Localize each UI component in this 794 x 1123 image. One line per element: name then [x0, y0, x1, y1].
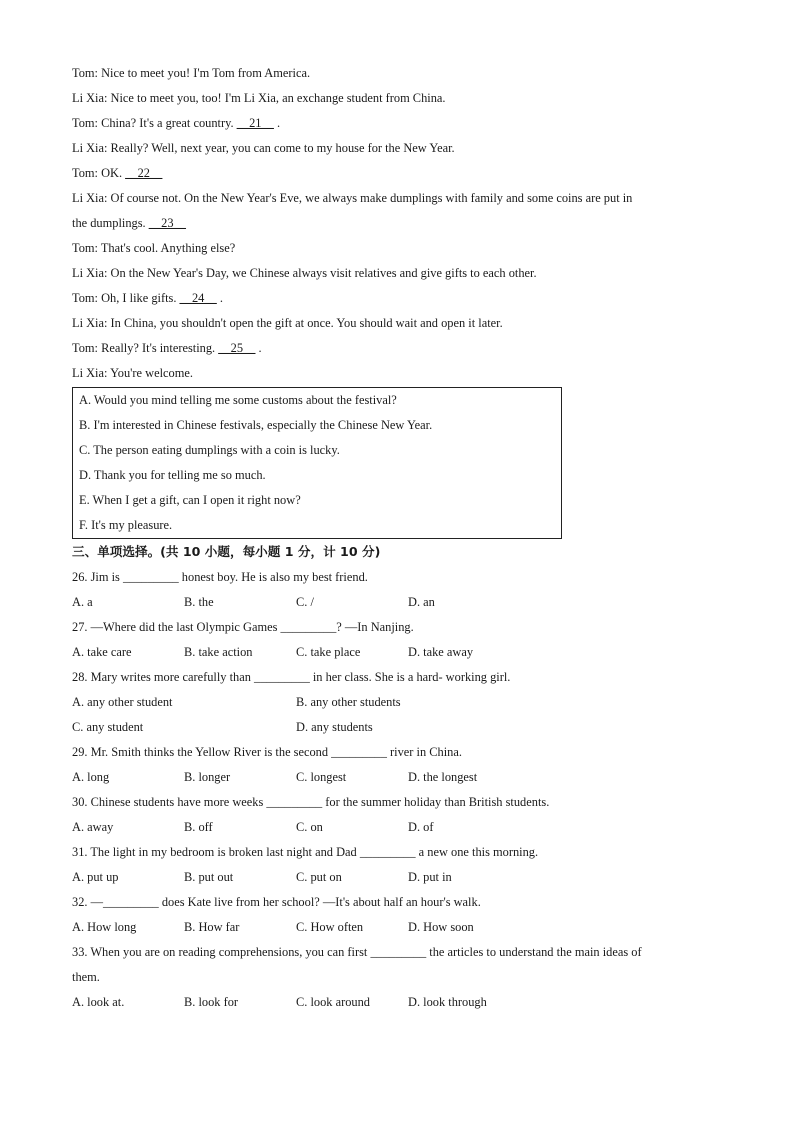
options-26 [72, 590, 722, 615]
choice-option: D. Thank you for telling me so much. [79, 468, 266, 482]
choice-option: A. Would you mind telling me some customs about the festival? [79, 393, 397, 407]
dialogue-line [72, 336, 722, 361]
blank-21: __21__ [236, 116, 274, 130]
blank-25: __25__ [218, 341, 256, 355]
line-text: . [216, 291, 223, 305]
blank-22: __22__ [125, 166, 163, 180]
options-31 [72, 865, 722, 890]
option-b: B. off [184, 820, 213, 834]
option-d: D. put in [408, 870, 452, 884]
option-d: D. take away [408, 645, 474, 659]
option-a: A. away [72, 820, 114, 834]
line-text: . [255, 341, 262, 355]
option-c: C. put on [296, 870, 342, 884]
line-text: Tom: Really? It's interesting. [72, 341, 219, 355]
option-d: D. look through [408, 995, 487, 1009]
question-33-cont: them. [72, 970, 100, 984]
choice-option: F. It's my pleasure. [79, 518, 173, 532]
option-b: B. look for [184, 995, 239, 1009]
dialogue-line: Tom: Nice to meet you! I'm Tom from America. [72, 66, 311, 80]
line-text: Tom: China? It's a great country. [72, 116, 237, 130]
blank-24: __24__ [179, 291, 217, 305]
option-a: A. a [72, 595, 93, 609]
options-32 [72, 915, 722, 940]
dialogue-line [72, 286, 722, 311]
choice-option: E. When I get a gift, can I open it right now? [79, 493, 301, 507]
line-text: Tom: Oh, I like gifts. [72, 291, 180, 305]
option-b: B. any other students [296, 695, 401, 709]
option-c: C. any student [72, 720, 144, 734]
option-d: D. any students [296, 720, 373, 734]
line-text: Tom: OK. [72, 166, 126, 180]
option-c: C. longest [296, 770, 347, 784]
question-29: 29. Mr. Smith thinks the Yellow River is the second _________ river in China. [72, 745, 462, 759]
option-d: D. an [408, 595, 435, 609]
options-30 [72, 815, 722, 840]
option-b: B. put out [184, 870, 234, 884]
dialogue-line: Li Xia: Really? Well, next year, you can come to my house for the New Year. [72, 141, 455, 155]
section-title: 三、单项选择。(共 10 小题，每小题 1 分，计 10 分) [72, 544, 381, 559]
dialogue-line [72, 211, 722, 236]
choice-option: C. The person eating dumplings with a coin is lucky. [79, 443, 340, 457]
option-d: D. of [408, 820, 434, 834]
question-33: 33. When you are on reading comprehensions, you can first _________ the articles to understand the main ideas of [72, 945, 642, 959]
option-c: C. / [296, 595, 314, 609]
dialogue-line: Tom: That's cool. Anything else? [72, 241, 236, 255]
option-b: B. How far [184, 920, 240, 934]
dialogue-line: Li Xia: Nice to meet you, too! I'm Li Xia, an exchange student from China. [72, 91, 446, 105]
option-a: A. How long [72, 920, 137, 934]
question-26: 26. Jim is _________ honest boy. He is also my best friend. [72, 570, 368, 584]
option-d: D. the longest [408, 770, 478, 784]
question-32: 32. —_________ does Kate live from her school? —It's about half an hour's walk. [72, 895, 481, 909]
question-31: 31. The light in my bedroom is broken last night and Dad _________ a new one this morning. [72, 845, 539, 859]
dialogue-line [72, 161, 722, 186]
option-a: A. take care [72, 645, 132, 659]
option-a: A. long [72, 770, 110, 784]
option-b: B. the [184, 595, 214, 609]
question-27: 27. —Where did the last Olympic Games _________? —In Nanjing. [72, 620, 414, 634]
exam-page [72, 61, 722, 1015]
dialogue [72, 61, 722, 386]
dialogue-line: Li Xia: In China, you shouldn't open the gift at once. You should wait and open it later. [72, 316, 503, 330]
choices-box [72, 387, 562, 539]
line-text: the dumplings. [72, 216, 149, 230]
option-a: A. look at. [72, 995, 125, 1009]
option-a: A. any other student [72, 695, 173, 709]
options-33 [72, 990, 722, 1015]
dialogue-line: Li Xia: Of course not. On the New Year's Eve, we always make dumplings with family and some coins are put in [72, 191, 633, 205]
option-c: C. on [296, 820, 323, 834]
dialogue-line: Li Xia: You're welcome. [72, 366, 193, 380]
blank-23: __23__ [148, 216, 186, 230]
option-c: C. How often [296, 920, 364, 934]
option-b: B. take action [184, 645, 253, 659]
options-28-row2 [72, 715, 722, 740]
dialogue-line [72, 111, 722, 136]
choice-option: B. I'm interested in Chinese festivals, especially the Chinese New Year. [79, 418, 433, 432]
option-c: C. take place [296, 645, 361, 659]
option-b: B. longer [184, 770, 231, 784]
question-30: 30. Chinese students have more weeks _________ for the summer holiday than British students. [72, 795, 550, 809]
option-d: D. How soon [408, 920, 474, 934]
options-29 [72, 765, 722, 790]
options-27 [72, 640, 722, 665]
option-a: A. put up [72, 870, 119, 884]
question-28: 28. Mary writes more carefully than _________ in her class. She is a hard- working girl. [72, 670, 511, 684]
dialogue-line: Li Xia: On the New Year's Day, we Chinese always visit relatives and give gifts to each other. [72, 266, 537, 280]
line-text: . [273, 116, 281, 130]
options-28-row1 [72, 690, 722, 715]
option-c: C. look around [296, 995, 370, 1009]
